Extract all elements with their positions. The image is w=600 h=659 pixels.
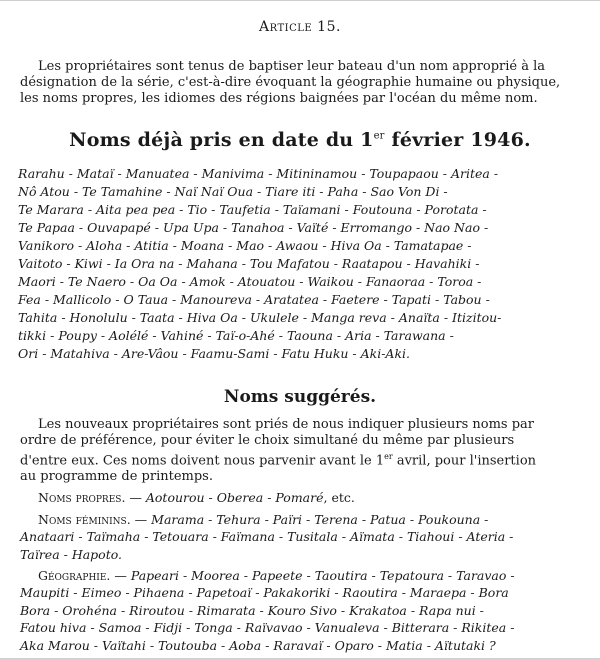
suggest-line-1: Les nouveaux propriétaires sont priés de nous indiquer plusieurs noms par xyxy=(38,417,534,432)
geographie-line xyxy=(20,567,584,584)
feminins-label: Noms féminins. xyxy=(38,511,131,527)
noms-propres-dash: — xyxy=(125,490,146,506)
taken-names-list xyxy=(18,165,584,363)
noms-propres-section xyxy=(20,489,584,506)
geographie-line: Fatou hiva - Samoa - Fidji - Tonga - Raïvavao - Vanualeva - Bitterara - Rikitea - xyxy=(20,620,515,636)
feminins-names: Marama - Tehura - Païri - Terena - Patua - Poukouna - xyxy=(151,511,489,527)
names-line: Te Papaa - Ouvapapé - Upa Upa - Tanahoa - Vaïté - Erromango - Nao Nao - xyxy=(18,220,489,235)
taken-heading-sup: er xyxy=(373,130,385,142)
names-line: Te Marara - Aita pea pea - Tio - Taufetia - Taïamani - Foutouna - Porotata - xyxy=(18,202,487,217)
geographie-label: Géographie. xyxy=(38,567,111,583)
names-line: Rarahu - Mataï - Manuatea - Manivima - Mitininamou - Toupapaou - Aritea - xyxy=(18,166,499,181)
geographie-line: Bora - Orohéna - Riroutou - Rimarata - Kouro Sivo - Krakatoa - Rapa nui - xyxy=(20,602,484,618)
names-line: Nô Atou - Te Tamahine - Naï Naï Oua - Tiare iti - Paha - Sao Von Di - xyxy=(18,184,448,199)
article-heading: Article 15. xyxy=(259,19,341,35)
noms-feminins-section xyxy=(20,511,584,563)
suggest-line-3-text: d'entre eux. Ces noms doivent nous parvenir avant le 1 xyxy=(20,453,385,469)
intro-line-3: les noms propres, les idiomes des régions baignées par l'océan du même nom. xyxy=(20,91,538,106)
intro-line-1: Les propriétaires sont tenus de baptiser leur bateau d'un nom approprié à la xyxy=(38,59,546,74)
suggested-names-heading: Noms suggérés. xyxy=(223,387,377,407)
taken-heading-text: Noms déjà pris en date du 1 xyxy=(69,129,374,151)
noms-propres-line xyxy=(20,489,584,506)
suggest-line-3-sup: er xyxy=(384,452,393,461)
suggest-line-3-tail: avril, pour l'insertion xyxy=(392,453,537,469)
names-line: Vaitoto - Kiwi - Ia Ora na - Mahana - Tou Mafatou - Raatapou - Havahiki - xyxy=(18,256,480,271)
suggest-line-4: au programme de printemps. xyxy=(20,469,213,485)
names-line: Ori - Matahiva - Are-Vâou - Faamu-Sami - Fatu Huku - Aki-Aki. xyxy=(18,346,411,361)
suggest-line-2: ordre de préférence, pour éviter le choix simultané du même par plusieurs xyxy=(20,433,515,448)
intro-line-2: désignation de la série, c'est-à-dire évoquant la géographie humaine ou physique, xyxy=(20,75,561,90)
geographie-line: Maupiti - Eimeo - Pihaena - Papetoaï - Pakakoriki - Raoutira - Maraepa - Bora xyxy=(20,585,509,601)
noms-propres-names: Aotourou - Oberea - Pomaré xyxy=(145,490,324,506)
suggest-paragraph xyxy=(20,417,584,485)
names-line: Maori - Te Naero - Oa Oa - Amok - Atouatou - Waikou - Fanaoraa - Toroa - xyxy=(18,274,482,289)
geographie-dash: — xyxy=(110,567,131,583)
geographie-section xyxy=(20,567,584,654)
noms-propres-label: Noms propres. xyxy=(38,490,126,506)
feminins-line: Taïrea - Hapoto. xyxy=(20,546,122,562)
geographie-names: Papeari - Moorea - Papeete - Taoutira - Tepatoura - Taravao - xyxy=(130,567,515,583)
feminins-line: Anataari - Taïmaha - Tetouara - Faïmana - Tusitala - Aïmata - Tiahoui - Ateria - xyxy=(20,529,514,545)
intro-paragraph xyxy=(20,59,580,107)
suggest-line-3 xyxy=(20,449,584,469)
names-line: tikki - Poupy - Aolélé - Vahiné - Taï-o-Ahé - Taouna - Aria - Tarawana - xyxy=(18,328,454,343)
taken-heading-date: février 1946. xyxy=(384,129,531,151)
names-line: Vanikoro - Aloha - Atitia - Moana - Mao - Awaou - Hiva Oa - Tamatapae - xyxy=(18,238,472,253)
names-line: Fea - Mallicolo - O Taua - Manoureva - Aratatea - Faetere - Tapati - Tabou - xyxy=(18,292,490,307)
geographie-line: Aka Marou - Vaïtahi - Toutouba - Aoba - Raravaï - Oparo - Matia - Aïtutaki ? xyxy=(20,637,496,653)
taken-names-heading xyxy=(0,129,600,151)
feminins-dash: — xyxy=(130,511,152,527)
names-line: Tahita - Honolulu - Taata - Hiva Oa - Ukulele - Manga reva - Anaïta - Itizitou- xyxy=(18,310,502,325)
noms-propres-tail: , etc. xyxy=(323,490,355,506)
feminins-line xyxy=(20,511,584,528)
